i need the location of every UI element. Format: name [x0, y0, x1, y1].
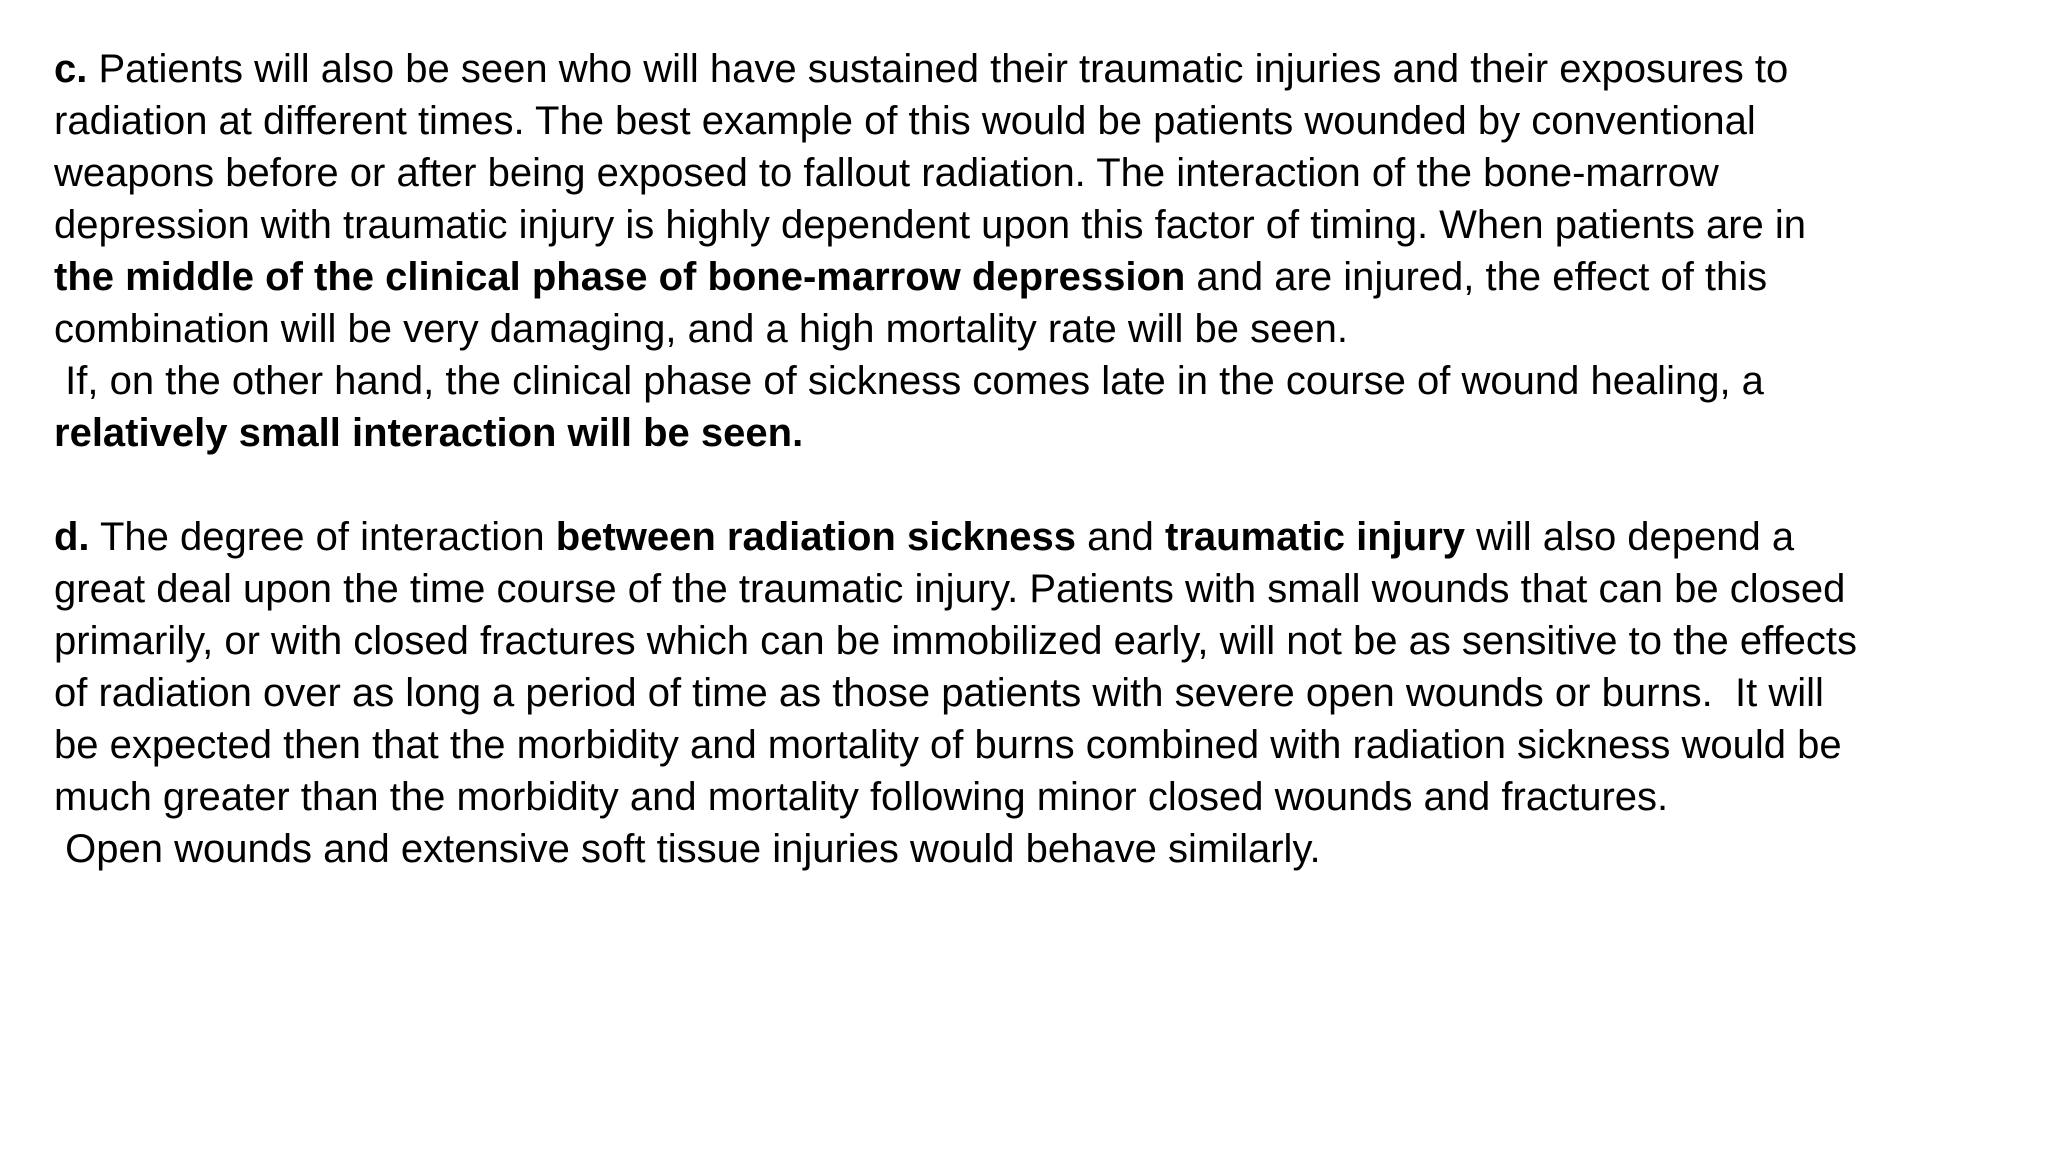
paragraph-c-line-7: If, on the other hand, the clinical phase of sickness comes late in the course of wound healing, a — [54, 359, 1764, 403]
paragraph-d-line-1-text-c: will also depend a — [1465, 515, 1795, 559]
paragraph-c-line-3: weapons before or after being exposed to fallout radiation. The interaction of the bone-marrow — [54, 151, 1719, 195]
paragraph-d-marker: d. — [54, 515, 90, 559]
paragraph-c-line-5-text: and are injured, the effect of this — [1185, 255, 1768, 299]
paragraph-spacer — [54, 459, 2034, 511]
paragraph-c-line-1-text: Patients will also be seen who will have sustained their traumatic injuries and their exposures to — [87, 47, 1789, 91]
paragraph-c-line-2: radiation at different times. The best example of this would be patients wounded by conventional — [54, 99, 1756, 143]
paragraph-c — [54, 43, 2034, 459]
paragraph-d-line-1-text-a: The degree of interaction — [89, 515, 556, 559]
slide-body-text — [54, 43, 2034, 875]
paragraph-d-line-3: primarily, or with closed fractures which can be immobilized early, will not be as sensitive to the effects — [54, 619, 1857, 663]
paragraph-c-bold-phrase: the middle of the clinical phase of bone-marrow depression — [54, 255, 1186, 299]
paragraph-d-line-4: of radiation over as long a period of time as those patients with severe open wounds or burns. It will — [54, 671, 1824, 715]
paragraph-d-line-7: Open wounds and extensive soft tissue injuries would behave similarly. — [54, 827, 1321, 871]
paragraph-d-line-6: much greater than the morbidity and mortality following minor closed wounds and fractures. — [54, 775, 1669, 819]
paragraph-c-line-6: combination will be very damaging, and a high mortality rate will be seen. — [54, 307, 1349, 351]
paragraph-c-bold-conclusion: relatively small interaction will be seen. — [54, 411, 804, 455]
paragraph-c-line-5 — [54, 251, 2034, 303]
paragraph-d — [54, 511, 2034, 875]
paragraph-c-line-4: depression with traumatic injury is highly dependent upon this factor of timing. When patients are in — [54, 203, 1807, 247]
paragraph-d-bold-phrase-1: between radiation sickness — [555, 515, 1076, 559]
paragraph-d-line-5: be expected then that the morbidity and mortality of burns combined with radiation sickness would be — [54, 723, 1842, 767]
paragraph-c-marker: c. — [54, 47, 88, 91]
paragraph-c-line-8 — [54, 407, 2034, 459]
paragraph-d-bold-phrase-2: traumatic injury — [1164, 515, 1466, 559]
paragraph-c-line-1 — [54, 43, 2034, 95]
paragraph-d-line-1 — [54, 511, 2034, 563]
paragraph-d-line-2: great deal upon the time course of the traumatic injury. Patients with small wounds that can be closed — [54, 567, 1846, 611]
paragraph-d-line-1-text-b: and — [1075, 515, 1165, 559]
